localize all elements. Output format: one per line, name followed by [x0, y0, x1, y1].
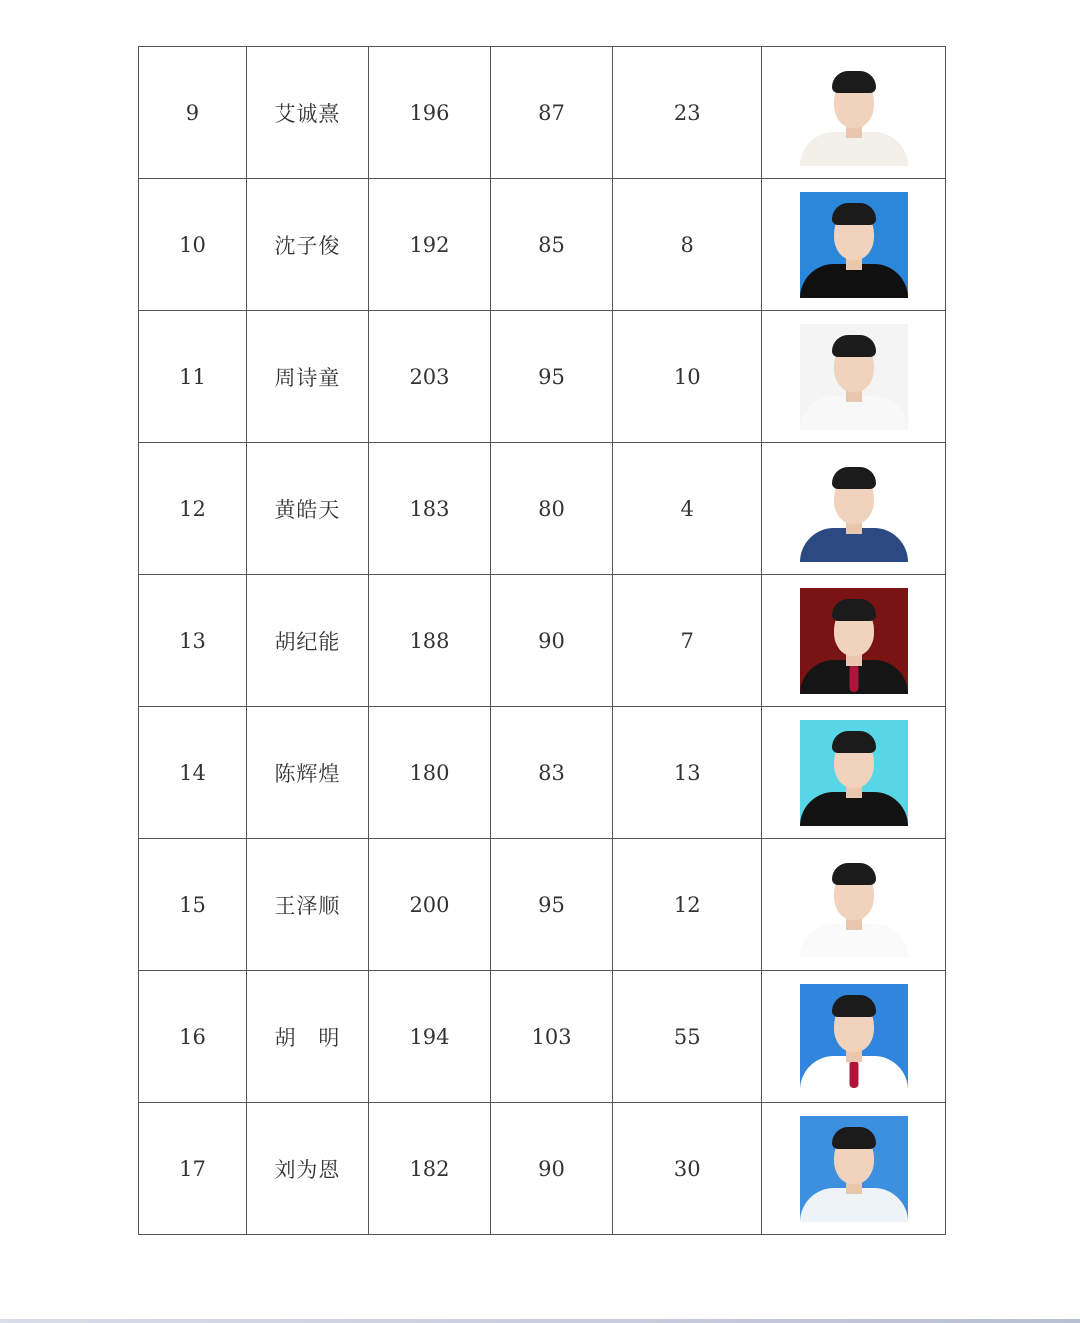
photo-hair	[832, 731, 876, 753]
cell-number: 12	[613, 839, 762, 971]
cell-weight: 103	[491, 971, 613, 1103]
cell-photo	[762, 839, 946, 971]
player-roster-table	[138, 46, 946, 1235]
photo-hair	[832, 335, 876, 357]
cell-number: 30	[613, 1103, 762, 1235]
cell-name: 沈子俊	[246, 179, 368, 311]
table-row	[139, 179, 946, 311]
bottom-divider	[0, 1319, 1080, 1323]
cell-height: 196	[368, 47, 490, 179]
photo-tie	[849, 1062, 858, 1088]
cell-weight: 80	[491, 443, 613, 575]
cell-no: 12	[139, 443, 247, 575]
photo-hair	[832, 71, 876, 93]
cell-name: 陈辉煌	[246, 707, 368, 839]
photo-hair	[832, 599, 876, 621]
cell-name: 胡纪能	[246, 575, 368, 707]
cell-weight: 85	[491, 179, 613, 311]
cell-height: 188	[368, 575, 490, 707]
cell-photo	[762, 179, 946, 311]
table-row	[139, 707, 946, 839]
photo-hair	[832, 995, 876, 1017]
cell-name: 艾诚熹	[246, 47, 368, 179]
cell-number: 7	[613, 575, 762, 707]
photo-hair	[832, 203, 876, 225]
cell-number: 13	[613, 707, 762, 839]
cell-no: 17	[139, 1103, 247, 1235]
cell-name: 胡 明	[246, 971, 368, 1103]
cell-number: 8	[613, 179, 762, 311]
table-row	[139, 971, 946, 1103]
cell-no: 9	[139, 47, 247, 179]
cell-name: 刘为恩	[246, 1103, 368, 1235]
cell-weight: 95	[491, 311, 613, 443]
cell-photo	[762, 971, 946, 1103]
player-photo	[800, 456, 908, 562]
table-row	[139, 575, 946, 707]
player-photo	[800, 984, 908, 1090]
cell-name: 黄皓天	[246, 443, 368, 575]
cell-height: 203	[368, 311, 490, 443]
cell-weight: 83	[491, 707, 613, 839]
cell-weight: 87	[491, 47, 613, 179]
cell-photo	[762, 1103, 946, 1235]
table-row	[139, 1103, 946, 1235]
cell-height: 180	[368, 707, 490, 839]
player-photo	[800, 324, 908, 430]
table-row	[139, 47, 946, 179]
player-photo	[800, 60, 908, 166]
cell-height: 183	[368, 443, 490, 575]
cell-number: 55	[613, 971, 762, 1103]
roster-body	[139, 47, 946, 1235]
cell-name: 周诗童	[246, 311, 368, 443]
photo-hair	[832, 863, 876, 885]
cell-no: 10	[139, 179, 247, 311]
table-row	[139, 311, 946, 443]
photo-tie	[849, 666, 858, 692]
cell-weight: 90	[491, 575, 613, 707]
table-row	[139, 839, 946, 971]
player-photo	[800, 852, 908, 958]
cell-weight: 90	[491, 1103, 613, 1235]
cell-photo	[762, 443, 946, 575]
cell-no: 13	[139, 575, 247, 707]
photo-hair	[832, 467, 876, 489]
cell-height: 200	[368, 839, 490, 971]
cell-name: 王泽顺	[246, 839, 368, 971]
player-photo	[800, 192, 908, 298]
cell-photo	[762, 575, 946, 707]
table-row	[139, 443, 946, 575]
cell-photo	[762, 47, 946, 179]
cell-height: 182	[368, 1103, 490, 1235]
player-photo	[800, 1116, 908, 1222]
cell-photo	[762, 707, 946, 839]
cell-height: 192	[368, 179, 490, 311]
cell-number: 23	[613, 47, 762, 179]
cell-weight: 95	[491, 839, 613, 971]
cell-number: 4	[613, 443, 762, 575]
cell-number: 10	[613, 311, 762, 443]
photo-hair	[832, 1127, 876, 1149]
cell-no: 15	[139, 839, 247, 971]
cell-no: 16	[139, 971, 247, 1103]
player-photo	[800, 588, 908, 694]
cell-height: 194	[368, 971, 490, 1103]
player-photo	[800, 720, 908, 826]
cell-no: 14	[139, 707, 247, 839]
cell-photo	[762, 311, 946, 443]
cell-no: 11	[139, 311, 247, 443]
